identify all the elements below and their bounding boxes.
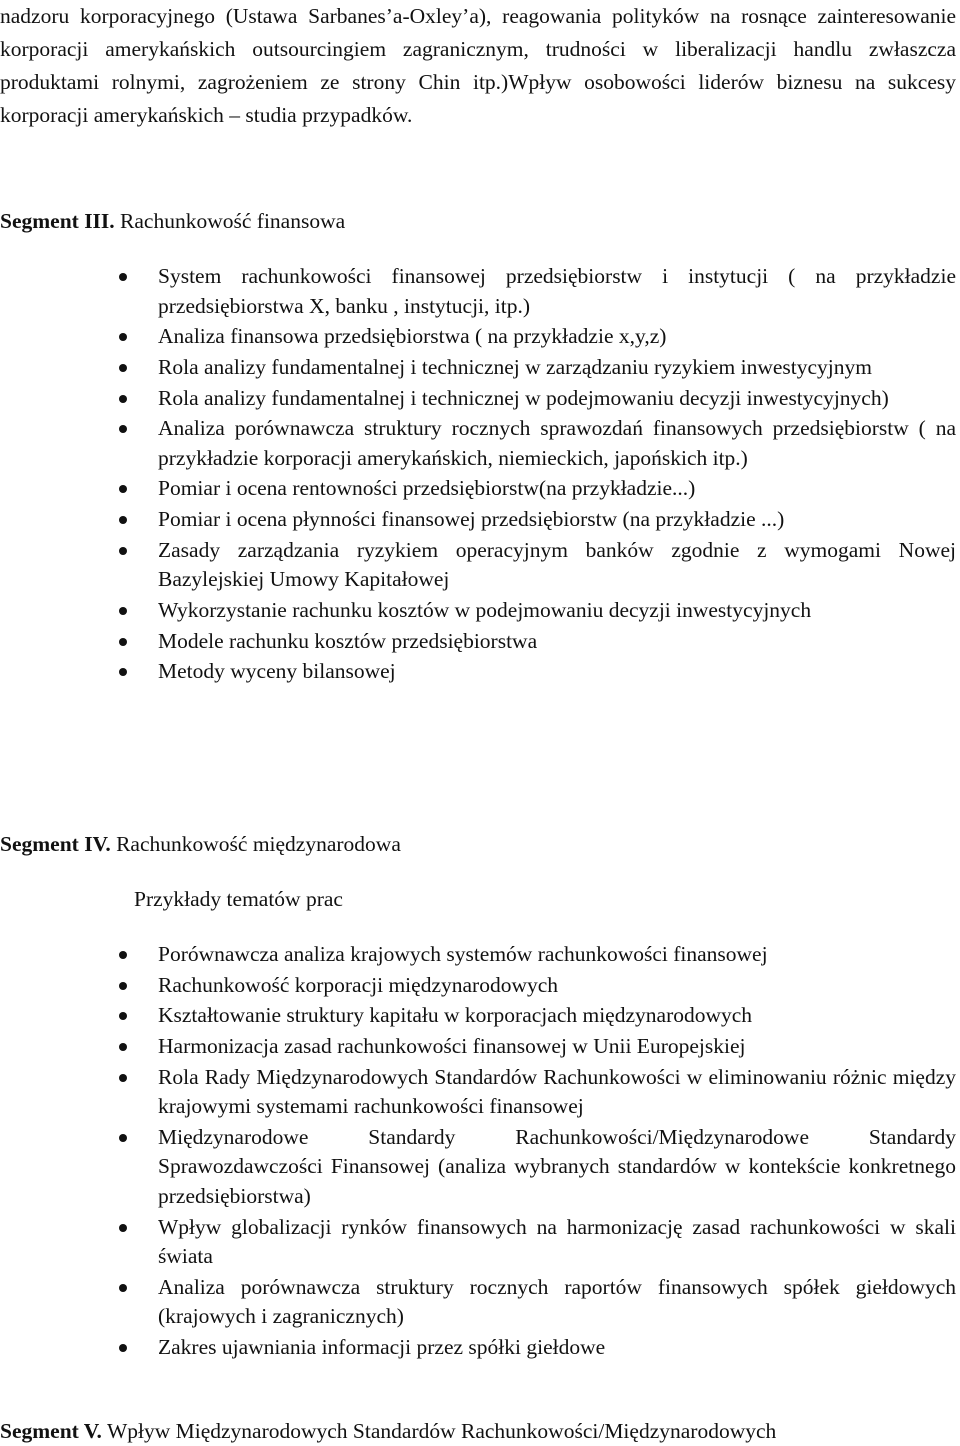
segment-4-label: Segment IV. [0, 832, 111, 856]
list-item [0, 384, 956, 414]
list-item-text: Pomiar i ocena płynności finansowej przedsiębiorstw (na przykładzie ...) [158, 507, 785, 532]
segment-4-title: Rachunkowość międzynarodowa [116, 832, 401, 856]
list-item [0, 657, 956, 687]
bullet-icon [119, 1074, 127, 1082]
list-item-text: Rachunkowość korporacji międzynarodowych [158, 972, 559, 997]
segment-3-list [0, 262, 956, 688]
list-item [0, 536, 956, 595]
list-item [0, 940, 956, 970]
bullet-icon [119, 1043, 127, 1051]
list-item [0, 1001, 956, 1031]
list-item-text: Analiza porównawcza struktury rocznych raportów finansowych spółek giełdowych (krajowych i zagranicznych) [158, 1274, 956, 1329]
list-item [0, 474, 956, 504]
list-item [0, 262, 956, 321]
bullet-icon [119, 547, 127, 555]
segment-3-heading [0, 206, 345, 236]
list-item [0, 1213, 956, 1272]
list-item [0, 505, 956, 535]
list-item-text: Metody wyceny bilansowej [158, 659, 396, 684]
bullet-icon [119, 982, 127, 990]
segment-4-heading [0, 829, 401, 859]
list-item-text: Modele rachunku kosztów przedsiębiorstwa [158, 628, 538, 653]
bullet-icon [119, 1344, 127, 1352]
list-item-text: Międzynarodowe Standardy Rachunkowości/Międzynarodowe Standardy Sprawozdawczości Finansowej (analiza wybranych standardów w kontekście konkretnego przedsiębiorstwa) [158, 1124, 956, 1208]
segment-3-title: Rachunkowość finansowa [120, 209, 346, 233]
bullet-icon [119, 516, 127, 524]
bullet-icon [119, 607, 127, 615]
segment-5-label: Segment V. [0, 1419, 102, 1443]
list-item-text: Pomiar i ocena rentowności przedsiębiorstw(na przykładzie...) [158, 476, 696, 501]
bullet-icon [119, 425, 127, 433]
list-item-text: Wykorzystanie rachunku kosztów w podejmowaniu decyzji inwestycyjnych [158, 598, 812, 622]
list-item [0, 971, 956, 1001]
list-item-text: Rola analizy fundamentalnej i technicznej w zarządzaniu ryzykiem inwestycyjnym [158, 354, 872, 379]
bullet-icon [119, 333, 127, 341]
list-item-text: Zakres ujawniania informacji przez spółki giełdowe [158, 1335, 606, 1359]
bullet-icon [119, 951, 127, 959]
list-item-text: Analiza finansowa przedsiębiorstwa ( na przykładzie x,y,z) [158, 324, 667, 349]
list-item [0, 1032, 956, 1062]
list-item [0, 353, 956, 383]
bullet-icon [119, 364, 127, 372]
list-item [0, 1333, 956, 1363]
bullet-icon [119, 1012, 127, 1020]
list-item-text: Rola Rady Międzynarodowych Standardów Rachunkowości w eliminowaniu różnic między krajowymi systemami rachunkowości finansowej [158, 1064, 956, 1119]
segment-4-list [0, 940, 956, 1364]
list-item [0, 1273, 956, 1332]
bullet-icon [119, 1284, 127, 1292]
segment-5-heading [0, 1416, 776, 1446]
list-item [0, 1063, 956, 1122]
segment-5-title: Wpływ Międzynarodowych Standardów Rachunkowości/Międzynarodowych [106, 1419, 777, 1443]
bullet-icon [119, 485, 127, 493]
bullet-icon [119, 395, 127, 403]
bullet-icon [119, 273, 127, 281]
segment-4-subheading: Przykłady tematów prac [134, 887, 343, 911]
intro-paragraph: nadzoru korporacyjnego (Ustawa Sarbanes’a-Oxley’a), reagowania polityków na rosnące zainteresowanie korporacji amerykańskich outsourcingiem zagranicznym, trudności w liberalizacji handlu zwłaszcza produktami rolnymi, zagrożeniem ze strony Chin itp.)Wpływ osobowości liderów biznesu na sukcesy korporacji amerykańskich – studia przypadków. [0, 4, 956, 127]
list-item [0, 322, 956, 352]
list-item [0, 414, 956, 473]
list-item [0, 627, 956, 657]
bullet-icon [119, 638, 127, 646]
list-item [0, 1123, 956, 1212]
list-item-text: Rola analizy fundamentalnej i technicznej w podejmowaniu decyzji inwestycyjnych) [158, 385, 889, 410]
bullet-icon [119, 1134, 127, 1142]
list-item-text: Kształtowanie struktury kapitału w korporacjach międzynarodowych [158, 1003, 753, 1028]
list-item-text: Wpływ globalizacji rynków finansowych na harmonizację zasad rachunkowości w skali świata [158, 1214, 956, 1269]
list-item-text: Zasady zarządzania ryzykiem operacyjnym banków zgodnie z wymogami Nowej Bazylejskiej Umowy Kapitałowej [158, 537, 956, 592]
list-item-text: Analiza porównawcza struktury rocznych sprawozdań finansowych przedsiębiorstw ( na przykładzie korporacji amerykańskich, niemieckich, japońskich itp.) [158, 416, 956, 470]
list-item-text: Harmonizacja zasad rachunkowości finansowej w Unii Europejskiej [158, 1034, 746, 1059]
bullet-icon [119, 668, 127, 676]
segment-3-label: Segment III. [0, 209, 115, 233]
list-item-text: Porównawcza analiza krajowych systemów rachunkowości finansowej [158, 942, 768, 966]
list-item-text: System rachunkowości finansowej przedsiębiorstw i instytucji ( na przykładzie przedsiębiorstwa X, banku , instytucji, itp.) [158, 264, 956, 318]
list-item [0, 596, 956, 626]
bullet-icon [119, 1224, 127, 1232]
